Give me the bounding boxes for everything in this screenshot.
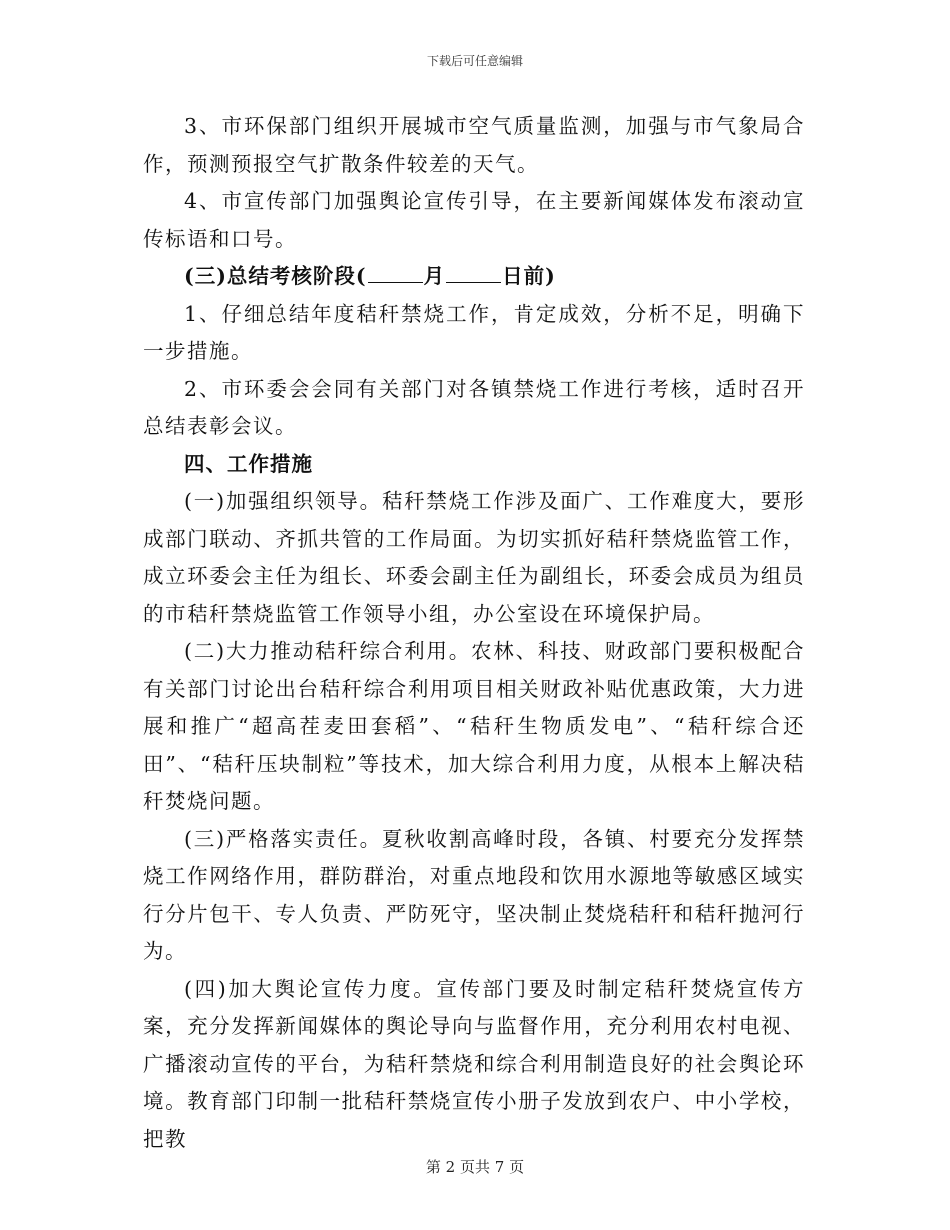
day-blank	[446, 262, 501, 283]
paragraph-summary-1: 1、仔细总结年度秸秆禁烧工作，肯定成效，分析不足，明确下一步措施。	[143, 301, 805, 363]
section-heading-summary-stage	[143, 258, 805, 296]
page-footer: 第 2 页共 7 页	[425, 1158, 525, 1176]
paragraph-measure-4: (四)加大舆论宣传力度。宣传部门要及时制定秸秆焚烧宣传方案，充分发挥新闻媒体的舆论导向与监督作用，充分利用农村电视、广播滚动宣传的平台，为秸秆禁烧和综合利用制造良好的社会舆论环境。教育部门印制一批秸秆禁烧宣传小册子发放到农户、中小学校，把教	[143, 976, 805, 1151]
heading-prefix: (三)总结考核阶段(	[184, 264, 367, 288]
paragraph-measure-3: (三)严格落实责任。夏秋收割高峰时段，各镇、村要充分发挥禁烧工作网络作用，群防群治，对重点地段和饮用水源地等敏感区域实行分片包干、专人负责、严防死守，坚决制止焚烧秸秆和秸秆抛河行为。	[143, 826, 805, 963]
page-header: 下载后可任意编辑	[426, 54, 523, 68]
heading-suffix: 日前)	[502, 264, 556, 288]
document-body	[143, 108, 805, 1158]
paragraph-measure-2: (二)大力推动秸秆综合利用。农林、科技、财政部门要积极配合有关部门讨论出台秸秆综合利用项目相关财政补贴优惠政策，大力进展和推广“超高茬麦田套稻”、“秸秆生物质发电”、“秸秆综合还田”、“秸秆压块制粒”等技术，加大综合利用力度，从根本上解决秸秆焚烧问题。	[143, 639, 805, 813]
paragraph-item-3: 3、市环保部门组织开展城市空气质量监测，加强与市气象局合作，预测预报空气扩散条件较差的天气。	[143, 114, 805, 176]
month-blank	[368, 262, 423, 283]
heading-month: 月	[423, 264, 446, 288]
section-heading-measures: 四、工作措施	[184, 451, 313, 476]
paragraph-summary-2: 2、市环委会会同有关部门对各镇禁烧工作进行考核，适时召开总结表彰会议。	[143, 376, 805, 438]
paragraph-item-4: 4、市宣传部门加强舆论宣传引导，在主要新闻媒体发布滚动宣传标语和口号。	[143, 189, 805, 251]
paragraph-measure-1: (一)加强组织领导。秸秆禁烧工作涉及面广、工作难度大，要形成部门联动、齐抓共管的工作局面。为切实抓好秸秆禁烧监管工作，成立环委会主任为组长、环委会副主任为副组长，环委会成员为组员的市秸秆禁烧监管工作领导小组，办公室设在环境保护局。	[143, 489, 805, 626]
